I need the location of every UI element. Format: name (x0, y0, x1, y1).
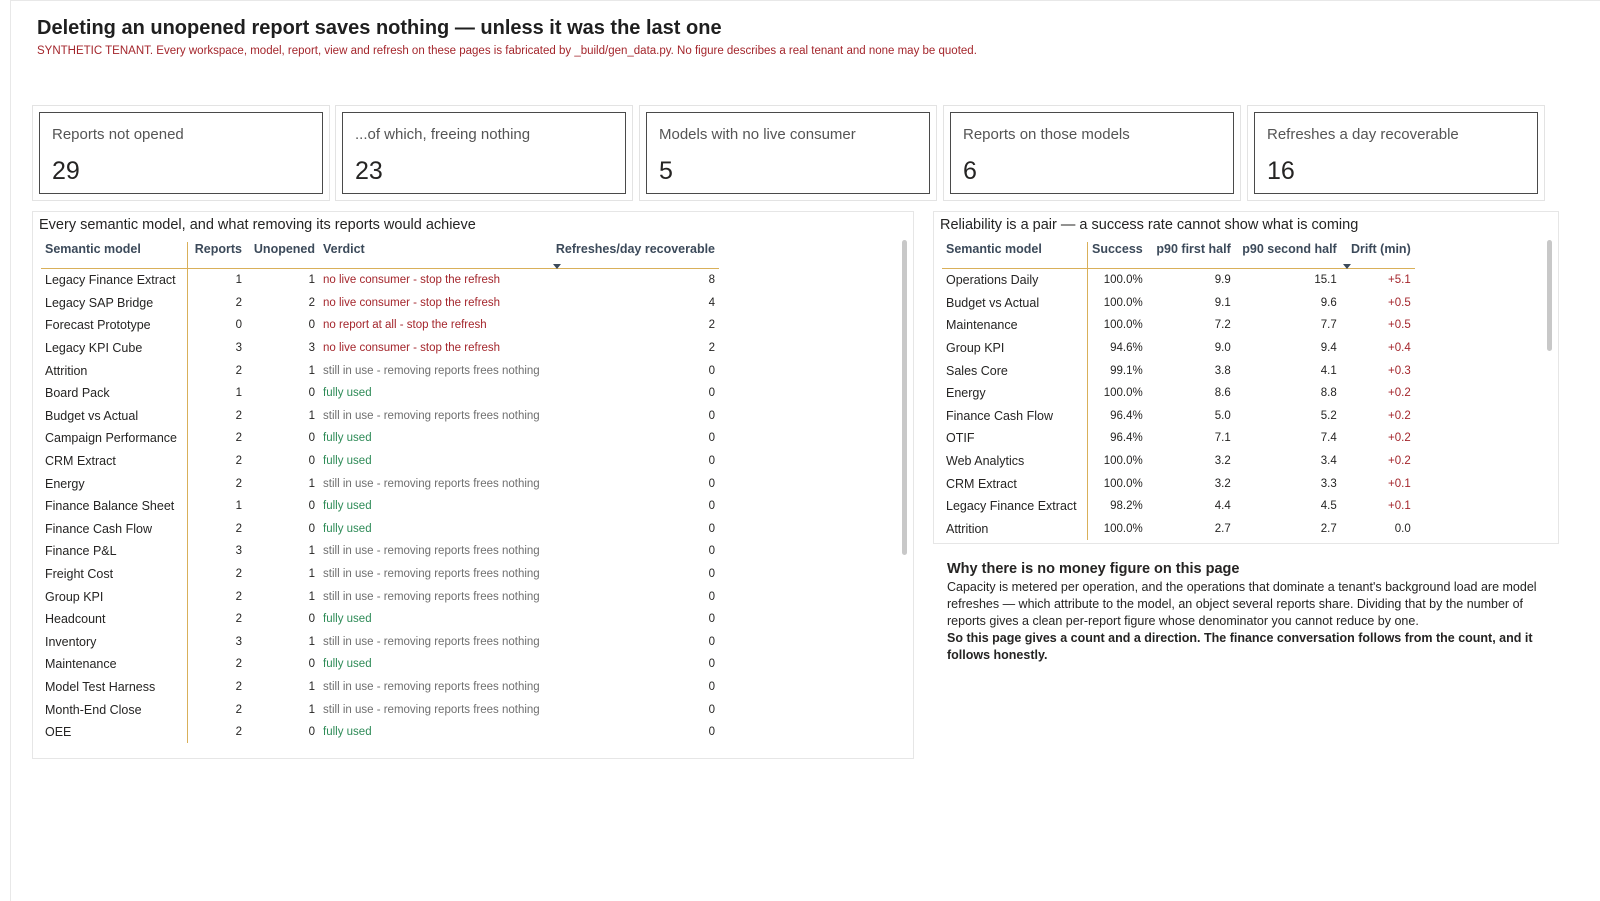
cell-refreshes-recoverable: 0 (708, 432, 716, 445)
col-header-p90-second-half[interactable]: p90 second half (1235, 242, 1341, 269)
cell-refreshes-recoverable: 0 (708, 590, 716, 603)
cell-verdict: still in use - removing reports frees nothing (323, 545, 540, 558)
cell-verdict: no live consumer - stop the refresh (323, 296, 501, 309)
cell-semantic-model: Budget vs Actual (41, 405, 188, 428)
cell-refreshes-recoverable: 0 (708, 545, 716, 558)
cell-success: 100.0% (1103, 274, 1143, 287)
cell-semantic-model: Web Analytics (942, 450, 1088, 473)
models-table-grid (41, 242, 719, 743)
cell-verdict: still in use - removing reports frees nothing (323, 635, 540, 648)
table-row[interactable] (41, 495, 719, 518)
cell-verdict: fully used (323, 613, 372, 626)
table-row[interactable] (41, 314, 719, 337)
table-row[interactable] (41, 450, 719, 473)
cell-reports: 2 (235, 409, 243, 422)
cell-success: 100.0% (1103, 477, 1143, 490)
cell-reports: 2 (235, 568, 243, 581)
models-table-visual[interactable] (32, 211, 914, 759)
kpi-card-border (39, 112, 323, 194)
table-row[interactable] (942, 472, 1415, 495)
reliability-table (942, 242, 1415, 540)
cell-refreshes-recoverable: 0 (708, 387, 716, 400)
models-table (41, 242, 719, 743)
cell-verdict: no report at all - stop the refresh (323, 319, 487, 332)
cell-verdict: fully used (323, 500, 372, 513)
cell-drift: +0.5 (1388, 319, 1411, 332)
cell-semantic-model: Board Pack (41, 382, 188, 405)
cell-drift: +0.1 (1388, 500, 1411, 513)
cell-p90-second-half: 7.7 (1320, 319, 1337, 332)
cell-semantic-model: CRM Extract (942, 472, 1088, 495)
cell-p90-first-half: 8.6 (1214, 387, 1231, 400)
cell-success: 96.4% (1110, 432, 1143, 445)
table-row[interactable] (41, 698, 719, 721)
cell-success: 96.4% (1110, 409, 1143, 422)
table-row[interactable] (41, 653, 719, 676)
cell-p90-first-half: 9.1 (1214, 296, 1231, 309)
cell-refreshes-recoverable: 0 (708, 703, 716, 716)
cell-p90-first-half: 4.4 (1214, 500, 1231, 513)
cell-semantic-model: CRM Extract (41, 450, 188, 473)
table-row[interactable] (942, 337, 1415, 360)
cell-semantic-model: Forecast Prototype (41, 314, 188, 337)
note-conclusion: So this page gives a count and a direction. The finance conversation follows from the count, and it follows honestly. (947, 631, 1533, 662)
table-row[interactable] (942, 495, 1415, 518)
models-table-body (41, 269, 719, 744)
cell-semantic-model: Campaign Performance (41, 427, 188, 450)
cell-reports: 2 (235, 613, 243, 626)
cell-p90-second-half: 3.4 (1320, 455, 1337, 468)
kpi-card-reports-not-opened[interactable] (32, 105, 330, 201)
cell-success: 100.0% (1103, 522, 1143, 535)
cell-success: 99.1% (1110, 364, 1143, 377)
cell-unopened: 0 (308, 319, 316, 332)
table-row[interactable] (41, 337, 719, 360)
cell-unopened: 0 (308, 726, 316, 739)
cell-refreshes-recoverable: 0 (708, 726, 716, 739)
cell-refreshes-recoverable: 0 (708, 500, 716, 513)
cell-p90-second-half: 8.8 (1320, 387, 1337, 400)
cell-reports: 1 (235, 500, 243, 513)
reliability-table-grid (942, 242, 1415, 540)
col-header-success[interactable]: Success (1088, 242, 1147, 269)
cell-reports: 2 (235, 432, 243, 445)
cell-p90-second-half: 3.3 (1320, 477, 1337, 490)
cell-refreshes-recoverable: 0 (708, 680, 716, 693)
models-table-scrollbar[interactable] (902, 240, 907, 555)
cell-success: 98.2% (1110, 500, 1143, 513)
cell-refreshes-recoverable: 0 (708, 635, 716, 648)
cell-semantic-model: Maintenance (942, 314, 1088, 337)
cell-semantic-model: Freight Cost (41, 563, 188, 586)
table-row[interactable] (41, 427, 719, 450)
note-title: Why there is no money figure on this page (947, 561, 1240, 577)
table-row[interactable] (41, 540, 719, 563)
cell-success: 100.0% (1103, 296, 1143, 309)
cell-semantic-model: Legacy Finance Extract (41, 269, 188, 292)
cell-unopened: 1 (308, 477, 316, 490)
kpi-card-models-no-consumer[interactable] (639, 105, 937, 201)
cell-p90-second-half: 15.1 (1314, 274, 1337, 287)
cell-unopened: 0 (308, 658, 316, 671)
kpi-card-border (1254, 112, 1538, 194)
cell-p90-first-half: 3.2 (1214, 477, 1231, 490)
cell-drift: +0.2 (1388, 432, 1411, 445)
cell-semantic-model: Month-End Close (41, 698, 188, 721)
cell-p90-first-half: 5.0 (1214, 409, 1231, 422)
cell-verdict: still in use - removing reports frees nothing (323, 680, 540, 693)
cell-success: 100.0% (1103, 387, 1143, 400)
cell-reports: 2 (235, 680, 243, 693)
col-header-drift[interactable] (1341, 242, 1415, 269)
cell-p90-first-half: 7.2 (1214, 319, 1231, 332)
cell-semantic-model: Budget vs Actual (942, 292, 1088, 315)
reliability-table-visual[interactable] (933, 211, 1559, 544)
cell-p90-second-half: 2.7 (1320, 522, 1337, 535)
cell-reports: 3 (235, 342, 243, 355)
cell-semantic-model: Finance Cash Flow (41, 518, 188, 541)
cell-reports: 2 (235, 477, 243, 490)
kpi-value: 16 (1267, 157, 1295, 185)
kpi-card-refreshes-recoverable[interactable] (1247, 105, 1545, 201)
kpi-card-border (646, 112, 930, 194)
no-money-note (947, 561, 1557, 664)
cell-verdict: fully used (323, 432, 372, 445)
cell-drift: +0.2 (1388, 455, 1411, 468)
cell-drift: +0.4 (1388, 342, 1411, 355)
cell-reports: 2 (235, 658, 243, 671)
cell-semantic-model: Model Test Harness (41, 676, 188, 699)
cell-reports: 2 (235, 296, 243, 309)
table-row[interactable] (41, 405, 719, 428)
cell-semantic-model: Maintenance (41, 653, 188, 676)
cell-semantic-model: Finance Cash Flow (942, 405, 1088, 428)
cell-refreshes-recoverable: 0 (708, 455, 716, 468)
cell-reports: 2 (235, 455, 243, 468)
cell-reports: 2 (235, 522, 243, 535)
cell-semantic-model: Legacy SAP Bridge (41, 292, 188, 315)
cell-p90-first-half: 2.7 (1214, 522, 1231, 535)
cell-unopened: 1 (308, 590, 316, 603)
cell-refreshes-recoverable: 0 (708, 658, 716, 671)
cell-verdict: no live consumer - stop the refresh (323, 274, 501, 287)
kpi-card-reports-on-models[interactable] (943, 105, 1241, 201)
cell-success: 100.0% (1103, 455, 1143, 468)
cell-reports: 3 (235, 635, 243, 648)
cell-unopened: 1 (308, 364, 316, 377)
kpi-value: 6 (963, 157, 977, 185)
table-row[interactable] (41, 676, 719, 699)
kpi-label: Reports on those models (963, 126, 1130, 143)
cell-verdict: still in use - removing reports frees nothing (323, 568, 540, 581)
kpi-value: 23 (355, 157, 383, 185)
cell-verdict: fully used (323, 455, 372, 468)
cell-unopened: 0 (308, 387, 316, 400)
cell-verdict: fully used (323, 658, 372, 671)
cell-semantic-model: Energy (41, 472, 188, 495)
cell-reports: 0 (235, 319, 243, 332)
cell-unopened: 0 (308, 432, 316, 445)
cell-reports: 2 (235, 703, 243, 716)
cell-p90-second-half: 5.2 (1320, 409, 1337, 422)
table-row[interactable] (41, 269, 719, 292)
cell-unopened: 2 (308, 296, 316, 309)
kpi-card-border (950, 112, 1234, 194)
col-header-semantic-model[interactable]: Semantic model (942, 242, 1088, 269)
synthetic-disclaimer: SYNTHETIC TENANT. Every workspace, model, report, view and refresh on these pages is fabricated by _build/gen_data.py. No figure describes a real tenant and none may be quoted. (37, 45, 977, 57)
table-row[interactable] (41, 382, 719, 405)
table-row[interactable] (41, 359, 719, 382)
kpi-label: ...of which, freeing nothing (355, 126, 531, 143)
table-row[interactable] (41, 292, 719, 315)
cell-unopened: 1 (308, 680, 316, 693)
table-row[interactable] (942, 450, 1415, 473)
cell-unopened: 1 (308, 635, 316, 648)
cell-p90-second-half: 7.4 (1320, 432, 1337, 445)
cell-unopened: 1 (308, 274, 316, 287)
cell-unopened: 1 (308, 568, 316, 581)
kpi-label: Refreshes a day recoverable (1267, 126, 1459, 143)
table-row[interactable] (41, 608, 719, 631)
cell-refreshes-recoverable: 8 (708, 274, 716, 287)
table-row[interactable] (942, 427, 1415, 450)
cell-semantic-model: Finance P&L (41, 540, 188, 563)
cell-semantic-model: Energy (942, 382, 1088, 405)
cell-verdict: still in use - removing reports frees nothing (323, 477, 540, 490)
col-header-semantic-model[interactable]: Semantic model (41, 242, 188, 269)
cell-refreshes-recoverable: 0 (708, 613, 716, 626)
table-row[interactable] (41, 721, 719, 744)
cell-refreshes-recoverable: 2 (708, 319, 716, 332)
cell-drift: 0.0 (1394, 522, 1411, 535)
cell-refreshes-recoverable: 0 (708, 568, 716, 581)
col-header-verdict[interactable]: Verdict (319, 242, 551, 269)
cell-semantic-model: OEE (41, 721, 188, 744)
cell-unopened: 1 (308, 703, 316, 716)
table-row[interactable] (942, 292, 1415, 315)
table-row[interactable] (942, 405, 1415, 428)
reliability-table-scrollbar[interactable] (1547, 240, 1552, 351)
cell-verdict: fully used (323, 522, 372, 535)
col-header-label: Refreshes/day recoverable (555, 242, 716, 256)
cell-refreshes-recoverable: 0 (708, 364, 716, 377)
cell-unopened: 1 (308, 409, 316, 422)
table-row[interactable] (41, 631, 719, 654)
cell-success: 94.6% (1110, 342, 1143, 355)
col-header-p90-first-half[interactable]: p90 first half (1147, 242, 1235, 269)
report-canvas (10, 0, 1600, 901)
cell-p90-second-half: 9.6 (1320, 296, 1337, 309)
cell-unopened: 0 (308, 613, 316, 626)
cell-p90-second-half: 4.1 (1320, 364, 1337, 377)
cell-semantic-model: Attrition (942, 518, 1088, 541)
sort-descending-icon (553, 264, 561, 269)
col-header-label: Drift (min) (1351, 242, 1411, 256)
cell-verdict: no live consumer - stop the refresh (323, 342, 501, 355)
cell-refreshes-recoverable: 2 (708, 342, 716, 355)
cell-reports: 2 (235, 726, 243, 739)
kpi-label: Models with no live consumer (659, 126, 856, 143)
cell-reports: 3 (235, 545, 243, 558)
table-row[interactable] (942, 382, 1415, 405)
cell-semantic-model: Sales Core (942, 359, 1088, 382)
kpi-value: 5 (659, 157, 673, 185)
cell-p90-first-half: 7.1 (1214, 432, 1231, 445)
cell-p90-first-half: 9.0 (1214, 342, 1231, 355)
models-table-title: Every semantic model, and what removing its reports would achieve (39, 217, 476, 233)
cell-success: 100.0% (1103, 319, 1143, 332)
cell-unopened: 3 (308, 342, 316, 355)
cell-semantic-model: Group KPI (942, 337, 1088, 360)
cell-reports: 2 (235, 590, 243, 603)
cell-semantic-model: Legacy KPI Cube (41, 337, 188, 360)
reliability-table-body (942, 269, 1415, 541)
cell-drift: +0.3 (1388, 364, 1411, 377)
table-row[interactable] (41, 585, 719, 608)
cell-p90-second-half: 9.4 (1320, 342, 1337, 355)
cell-drift: +5.1 (1388, 274, 1411, 287)
cell-verdict: still in use - removing reports frees nothing (323, 364, 540, 377)
cell-semantic-model: Inventory (41, 631, 188, 654)
cell-unopened: 0 (308, 455, 316, 468)
cell-unopened: 1 (308, 545, 316, 558)
kpi-card-freeing-nothing[interactable] (335, 105, 633, 201)
table-row[interactable] (41, 472, 719, 495)
table-row[interactable] (41, 518, 719, 541)
cell-refreshes-recoverable: 0 (708, 522, 716, 535)
cell-semantic-model: Headcount (41, 608, 188, 631)
cell-p90-first-half: 3.8 (1214, 364, 1231, 377)
table-row[interactable] (942, 314, 1415, 337)
cell-semantic-model: Attrition (41, 359, 188, 382)
page-title: Deleting an unopened report saves nothing — unless it was the last one (37, 17, 722, 39)
cell-semantic-model: Finance Balance Sheet (41, 495, 188, 518)
table-row[interactable] (942, 269, 1415, 292)
table-row[interactable] (942, 359, 1415, 382)
cell-semantic-model: Operations Daily (942, 269, 1088, 292)
cell-reports: 2 (235, 364, 243, 377)
cell-semantic-model: OTIF (942, 427, 1088, 450)
kpi-value: 29 (52, 157, 80, 185)
cell-semantic-model: Group KPI (41, 585, 188, 608)
cell-refreshes-recoverable: 0 (708, 477, 716, 490)
cell-drift: +0.5 (1388, 296, 1411, 309)
cell-verdict: still in use - removing reports frees nothing (323, 590, 540, 603)
cell-verdict: fully used (323, 726, 372, 739)
kpi-row (32, 105, 1600, 201)
cell-verdict: still in use - removing reports frees nothing (323, 409, 540, 422)
cell-reports: 1 (235, 274, 243, 287)
cell-semantic-model: Legacy Finance Extract (942, 495, 1088, 518)
note-body: Capacity is metered per operation, and the operations that dominate a tenant's background load are model refreshes — which attribute to the model, an object several reports share. Dividing that by the number of reports gives a clean per-report figure whose denominator you cannot reduce by one. (947, 580, 1537, 628)
cell-verdict: fully used (323, 387, 372, 400)
col-header-reports[interactable]: Reports (188, 242, 247, 269)
cell-p90-second-half: 4.5 (1320, 500, 1337, 513)
cell-verdict: still in use - removing reports frees nothing (323, 703, 540, 716)
reliability-table-title: Reliability is a pair — a success rate cannot show what is coming (940, 217, 1359, 233)
sort-descending-icon (1343, 264, 1351, 269)
cell-refreshes-recoverable: 0 (708, 409, 716, 422)
cell-drift: +0.2 (1388, 409, 1411, 422)
kpi-label: Reports not opened (52, 126, 184, 143)
cell-unopened: 0 (308, 500, 316, 513)
cell-unopened: 0 (308, 522, 316, 535)
cell-p90-first-half: 3.2 (1214, 455, 1231, 468)
cell-refreshes-recoverable: 4 (708, 296, 716, 309)
col-header-unopened[interactable]: Unopened (246, 242, 319, 269)
cell-reports: 1 (235, 387, 243, 400)
cell-p90-first-half: 9.9 (1214, 274, 1231, 287)
table-row[interactable] (41, 563, 719, 586)
cell-drift: +0.2 (1388, 387, 1411, 400)
table-row[interactable] (942, 518, 1415, 541)
cell-drift: +0.1 (1388, 477, 1411, 490)
col-header-refreshes-recoverable[interactable] (551, 242, 719, 269)
kpi-card-border (342, 112, 626, 194)
